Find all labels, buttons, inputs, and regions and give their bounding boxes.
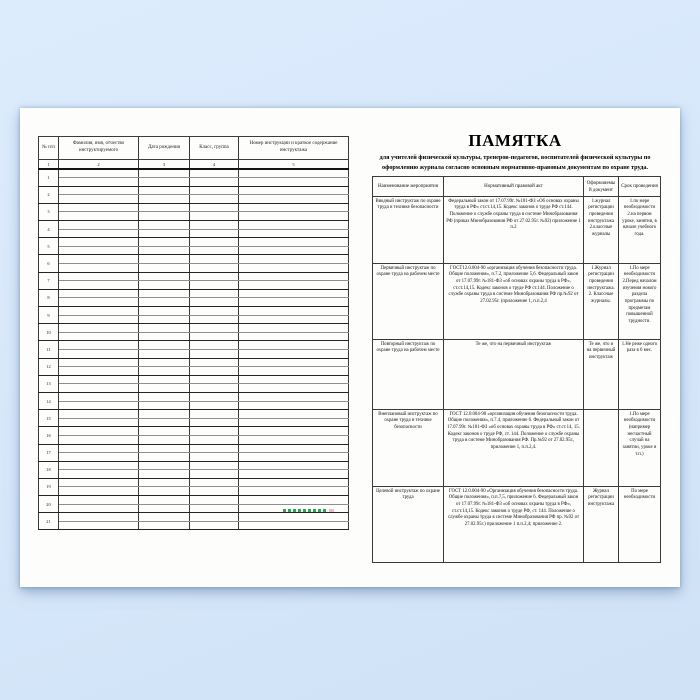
memo-row — [373, 410, 661, 487]
empty-cell — [59, 375, 139, 384]
log-table-column-numbers — [39, 160, 349, 170]
empty-cell — [190, 504, 239, 513]
log-row — [39, 496, 349, 505]
empty-cell — [139, 178, 190, 187]
memo-row — [373, 197, 661, 264]
empty-cell — [59, 203, 139, 212]
empty-cell — [59, 281, 139, 290]
empty-cell — [59, 178, 139, 187]
memo-cell-document: 1.Журнал регистрации проведения инструктажа. 2. Классные журналы. — [584, 264, 619, 340]
empty-cell — [239, 513, 349, 522]
log-row — [39, 461, 349, 470]
empty-cell — [139, 521, 190, 530]
empty-cell — [190, 195, 239, 204]
empty-cell — [190, 496, 239, 505]
header-row-number: № п/п — [39, 137, 59, 160]
log-row — [39, 478, 349, 487]
empty-cell — [190, 470, 239, 479]
empty-cell — [190, 169, 239, 178]
header-term: Срок проведения — [619, 177, 661, 197]
empty-cell — [239, 178, 349, 187]
empty-cell — [239, 255, 349, 264]
log-table-header — [39, 137, 349, 160]
empty-cell — [239, 169, 349, 178]
empty-cell — [190, 221, 239, 230]
green-watermark — [283, 509, 327, 512]
log-row — [39, 427, 349, 436]
empty-cell — [239, 315, 349, 324]
empty-cell — [59, 478, 139, 487]
empty-cell — [139, 444, 190, 453]
memo-cell-act: Федеральный закон от 17.07.99г. №181-ФЗ «Об основах охраны труда в РФ» ст.ст.14,15. Кодекс законов о труде РФ ст.144. Положение о службе охраны труда в системе Минобразования РФ (приказ Минобразования РФ от 27.02.95г. №92) приложение 1 п.2 — [444, 197, 584, 264]
empty-cell — [139, 392, 190, 401]
empty-cell — [59, 453, 139, 462]
empty-cell — [59, 186, 139, 195]
memo-cell-document: Журнал регистрации инструктажа — [584, 487, 619, 563]
empty-cell — [239, 444, 349, 453]
empty-cell — [139, 238, 190, 247]
empty-cell — [139, 496, 190, 505]
empty-cell — [239, 367, 349, 376]
empty-cell — [139, 435, 190, 444]
empty-cell — [139, 418, 190, 427]
log-row-sub — [39, 521, 349, 530]
empty-cell — [139, 470, 190, 479]
empty-cell — [239, 427, 349, 436]
memo-table-header — [373, 177, 661, 197]
memo-cell-act: ГОСТ 12.0.004-90 «Организация обучения безопасности труда. Общие положения», п.п.7,5, приложение 6. Федеральный закон от 17.07.99г. №181-ФЗ «об основах охраны труда в РФ», ст.ст.14,15. Кодекс законов о труде РФ, ст. 144. Положение о службе охраны труда в системе Минобразования РФ пр. №92 от 27.02.95г.) приложение 1 п.п.2,4; приложение 2. — [444, 487, 584, 563]
empty-cell — [190, 238, 239, 247]
empty-cell — [139, 289, 190, 298]
empty-cell — [59, 332, 139, 341]
log-row — [39, 221, 349, 230]
log-row-sub — [39, 435, 349, 444]
row-number: 17 — [39, 444, 59, 461]
instruction-log-table — [38, 136, 349, 530]
row-number: 21 — [39, 513, 59, 530]
empty-cell — [190, 264, 239, 273]
header-class-group: Класс, группа — [190, 137, 239, 160]
empty-cell — [59, 496, 139, 505]
log-row — [39, 392, 349, 401]
log-row-sub — [39, 195, 349, 204]
log-row — [39, 289, 349, 298]
empty-cell — [59, 504, 139, 513]
empty-cell — [190, 375, 239, 384]
empty-cell — [59, 435, 139, 444]
row-number: 18 — [39, 461, 59, 478]
empty-cell — [59, 427, 139, 436]
empty-cell — [139, 298, 190, 307]
right-page — [350, 108, 680, 587]
log-row — [39, 238, 349, 247]
empty-cell — [59, 229, 139, 238]
memo-cell-name: Повторный инструктаж по охране труда на рабочем месте — [373, 340, 444, 410]
empty-cell — [239, 349, 349, 358]
memo-cell-act: Те же, что на первичный инструктаж — [444, 340, 584, 410]
empty-cell — [190, 349, 239, 358]
memo-row — [373, 340, 661, 410]
empty-cell — [190, 341, 239, 350]
empty-cell — [190, 212, 239, 221]
empty-cell — [139, 453, 190, 462]
empty-cell — [59, 272, 139, 281]
log-row — [39, 169, 349, 178]
row-number: 2 — [39, 186, 59, 203]
empty-cell — [59, 255, 139, 264]
empty-cell — [139, 410, 190, 419]
empty-cell — [190, 186, 239, 195]
empty-cell — [239, 401, 349, 410]
empty-cell — [59, 298, 139, 307]
empty-cell — [239, 212, 349, 221]
empty-cell — [59, 238, 139, 247]
empty-cell — [239, 435, 349, 444]
log-row-sub — [39, 229, 349, 238]
row-number: 4 — [39, 221, 59, 238]
log-row — [39, 203, 349, 212]
row-number: 5 — [39, 238, 59, 255]
log-row — [39, 341, 349, 350]
empty-cell — [139, 504, 190, 513]
memo-cell-name: Внеплановый инструктаж по охране труда и технике безопасности — [373, 410, 444, 487]
memo-cell-act: ГОСТ12.0.004-90 «организация обучения безопасности труда. Общие положения», п.7.2, приложение 5,6. Федеральный закон от 17.07.99г. №181-ФЗ «об основах охраны труда в РФ», ст.ст.14,15. Кодекс законов о труде РФ ст.144. Положение о службе охраны труда в системе Минобразования РФ пр.№92 от 27.02.95г. (приложение 1, п.п.2,4 — [444, 264, 584, 340]
empty-cell — [190, 358, 239, 367]
empty-cell — [190, 255, 239, 264]
log-row — [39, 307, 349, 316]
empty-cell — [190, 203, 239, 212]
log-row-sub — [39, 332, 349, 341]
left-table-body — [39, 169, 349, 530]
empty-cell — [239, 264, 349, 273]
empty-cell — [59, 324, 139, 333]
memo-cell-name: Первичный инструктаж по охране труда на рабочем месте — [373, 264, 444, 340]
empty-cell — [239, 246, 349, 255]
empty-cell — [59, 349, 139, 358]
empty-cell — [239, 521, 349, 530]
empty-cell — [139, 307, 190, 316]
empty-cell — [190, 298, 239, 307]
log-row-sub — [39, 367, 349, 376]
empty-cell — [239, 418, 349, 427]
empty-cell — [139, 478, 190, 487]
log-row — [39, 444, 349, 453]
empty-cell — [239, 358, 349, 367]
empty-cell — [190, 246, 239, 255]
log-row-sub — [39, 453, 349, 462]
memo-cell-term: 1.По мере необходимости 2.Перед началом изучения нового раздела программы по предметам повышенной трудности. — [619, 264, 661, 340]
empty-cell — [139, 212, 190, 221]
empty-cell — [239, 203, 349, 212]
empty-cell — [59, 169, 139, 178]
empty-cell — [190, 461, 239, 470]
empty-cell — [190, 418, 239, 427]
row-number: 11 — [39, 341, 59, 358]
empty-cell — [190, 513, 239, 522]
log-row-sub — [39, 401, 349, 410]
memo-cell-name: Вводный инструктаж по охране труда и технике безопасности — [373, 197, 444, 264]
empty-cell — [139, 358, 190, 367]
memo-cell-act: ГОСТ 12.0.004-90 «организация обучения безопасности труда. Общие положения», п.7.4, приложение 6. Федеральный закон от 17.07.99г. №181-ФЗ «об основах охраны труда в РФ» ст.ст.14, 15. Кодекс законов о труде РФ, ст. 144. Положение о службе охраны труда в системе Минобразования РФ. Пр.№92 от 27.02.95г., приложение 1, п.п.2,4. — [444, 410, 584, 487]
log-row — [39, 272, 349, 281]
memo-row — [373, 487, 661, 563]
empty-cell — [190, 315, 239, 324]
empty-cell — [139, 349, 190, 358]
empty-cell — [139, 384, 190, 393]
empty-cell — [239, 324, 349, 333]
row-number: 14 — [39, 392, 59, 409]
empty-cell — [239, 341, 349, 350]
empty-cell — [59, 358, 139, 367]
memo-cell-term: 1.По мере необходимости (например несчастный случай на занятии, уроке и т.п.) — [619, 410, 661, 487]
empty-cell — [239, 195, 349, 204]
empty-cell — [239, 392, 349, 401]
row-number: 1 — [39, 169, 59, 186]
empty-cell — [59, 470, 139, 479]
empty-cell — [239, 375, 349, 384]
column-number: 3 — [139, 160, 190, 170]
row-number: 15 — [39, 410, 59, 427]
log-row — [39, 255, 349, 264]
empty-cell — [59, 401, 139, 410]
log-row-sub — [39, 315, 349, 324]
log-row — [39, 324, 349, 333]
header-document: Оформляемый документ — [584, 177, 619, 197]
log-row-sub — [39, 298, 349, 307]
empty-cell — [59, 384, 139, 393]
memo-table — [372, 176, 661, 563]
log-row — [39, 358, 349, 367]
empty-cell — [239, 410, 349, 419]
left-page — [20, 108, 350, 587]
empty-cell — [139, 229, 190, 238]
empty-cell — [59, 246, 139, 255]
empty-cell — [139, 461, 190, 470]
empty-cell — [59, 221, 139, 230]
empty-cell — [59, 487, 139, 496]
empty-cell — [239, 496, 349, 505]
row-number: 19 — [39, 478, 59, 495]
column-number: 1 — [39, 160, 59, 170]
memo-cell-name: Целевой инструктаж по охране труда — [373, 487, 444, 563]
log-row — [39, 513, 349, 522]
empty-cell — [59, 461, 139, 470]
row-number: 13 — [39, 375, 59, 392]
empty-cell — [190, 435, 239, 444]
row-number: 10 — [39, 324, 59, 341]
memo-cell-term: 1.по мере необходимости 2.на первом уроке, занятии, в начале учебного года. — [619, 197, 661, 264]
empty-cell — [239, 461, 349, 470]
row-number: 3 — [39, 203, 59, 220]
empty-cell — [139, 255, 190, 264]
log-row-sub — [39, 246, 349, 255]
empty-cell — [239, 229, 349, 238]
column-number: 5 — [239, 160, 349, 170]
empty-cell — [59, 392, 139, 401]
empty-cell — [239, 238, 349, 247]
empty-cell — [239, 272, 349, 281]
header-legal-act: Нормативный правовой акт — [444, 177, 584, 197]
log-row-sub — [39, 349, 349, 358]
log-row-sub — [39, 264, 349, 273]
empty-cell — [190, 367, 239, 376]
empty-cell — [239, 470, 349, 479]
row-number: 9 — [39, 307, 59, 324]
empty-cell — [190, 272, 239, 281]
memo-cell-document: Те же, что и на первичный инструктаж — [584, 340, 619, 410]
empty-cell — [59, 521, 139, 530]
empty-cell — [239, 289, 349, 298]
empty-cell — [239, 307, 349, 316]
log-row-sub — [39, 384, 349, 393]
empty-cell — [59, 418, 139, 427]
row-number: 6 — [39, 255, 59, 272]
empty-cell — [59, 315, 139, 324]
empty-cell — [190, 229, 239, 238]
empty-cell — [139, 487, 190, 496]
empty-cell — [139, 195, 190, 204]
empty-cell — [59, 444, 139, 453]
empty-cell — [139, 513, 190, 522]
empty-cell — [59, 264, 139, 273]
header-instruction-number: Номер инструкции и краткое содержание инструктажа — [239, 137, 349, 160]
empty-cell — [139, 272, 190, 281]
empty-cell — [190, 392, 239, 401]
column-number: 2 — [59, 160, 139, 170]
empty-cell — [239, 384, 349, 393]
memo-cell-document — [584, 410, 619, 487]
empty-cell — [59, 195, 139, 204]
header-full-name: Фамилия, имя, отчество инструктируемого — [59, 137, 139, 160]
empty-cell — [59, 513, 139, 522]
empty-cell — [139, 401, 190, 410]
row-number: 7 — [39, 272, 59, 289]
empty-cell — [190, 521, 239, 530]
log-row — [39, 186, 349, 195]
memo-cell-document: 1.журнал регистрации проведения инструктажа 2.классные журналы — [584, 197, 619, 264]
row-number: 16 — [39, 427, 59, 444]
empty-cell — [59, 307, 139, 316]
empty-cell — [139, 324, 190, 333]
empty-cell — [190, 332, 239, 341]
empty-cell — [139, 221, 190, 230]
header-event-name: Наименование мероприятия — [373, 177, 444, 197]
header-birth-date: Дата рождения — [139, 137, 190, 160]
empty-cell — [190, 427, 239, 436]
empty-cell — [190, 410, 239, 419]
empty-cell — [190, 401, 239, 410]
document-sheet — [20, 108, 680, 587]
empty-cell — [190, 307, 239, 316]
empty-cell — [59, 289, 139, 298]
column-number: 4 — [190, 160, 239, 170]
log-row-sub — [39, 178, 349, 187]
empty-cell — [59, 410, 139, 419]
empty-cell — [190, 453, 239, 462]
empty-cell — [239, 487, 349, 496]
empty-cell — [239, 298, 349, 307]
empty-cell — [139, 281, 190, 290]
log-row — [39, 410, 349, 419]
empty-cell — [190, 487, 239, 496]
empty-cell — [59, 341, 139, 350]
memo-table-body — [373, 197, 661, 563]
log-row-sub — [39, 212, 349, 221]
memo-cell-term: 1.Не реже одного раза в 6 мес. — [619, 340, 661, 410]
empty-cell — [59, 212, 139, 221]
empty-cell — [139, 264, 190, 273]
empty-cell — [239, 281, 349, 290]
memo-subtitle: для учителей физической культуры, тренеров-педагогов, воспитателей физической культуры по оформлению журнала согласно основным нормативно-правовым документам по охране труда. — [379, 154, 651, 171]
row-number: 20 — [39, 496, 59, 513]
empty-cell — [139, 375, 190, 384]
empty-cell — [239, 478, 349, 487]
empty-cell — [139, 341, 190, 350]
empty-cell — [239, 332, 349, 341]
empty-cell — [190, 444, 239, 453]
empty-cell — [190, 289, 239, 298]
row-number: 12 — [39, 358, 59, 375]
empty-cell — [139, 186, 190, 195]
log-row-sub — [39, 470, 349, 479]
log-row-sub — [39, 487, 349, 496]
log-row-sub — [39, 281, 349, 290]
row-number: 8 — [39, 289, 59, 306]
empty-cell — [139, 246, 190, 255]
empty-cell — [190, 324, 239, 333]
memo-cell-term: По мере необходимости — [619, 487, 661, 563]
empty-cell — [239, 186, 349, 195]
memo-title: ПАМЯТКА — [468, 131, 562, 150]
empty-cell — [139, 367, 190, 376]
empty-cell — [139, 203, 190, 212]
log-row — [39, 375, 349, 384]
log-row-sub — [39, 418, 349, 427]
empty-cell — [239, 221, 349, 230]
empty-cell — [139, 332, 190, 341]
empty-cell — [139, 315, 190, 324]
empty-cell — [139, 427, 190, 436]
empty-cell — [190, 384, 239, 393]
empty-cell — [139, 169, 190, 178]
empty-cell — [190, 478, 239, 487]
empty-cell — [59, 367, 139, 376]
empty-cell — [190, 178, 239, 187]
empty-cell — [239, 453, 349, 462]
empty-cell — [190, 281, 239, 290]
memo-row — [373, 264, 661, 340]
